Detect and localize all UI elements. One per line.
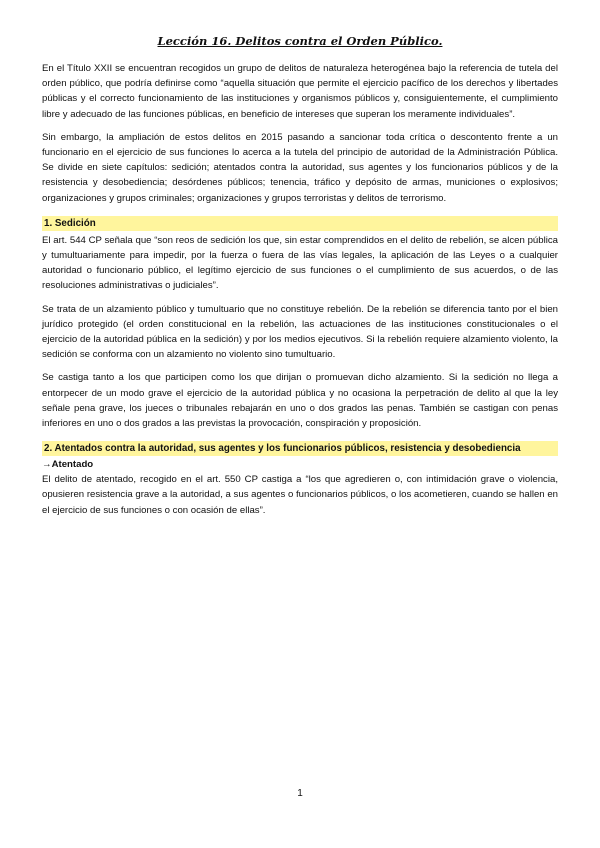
intro-paragraph-2: Sin embargo, la ampliación de estos delitos en 2015 pasando a sancionar toda crítica o descontento frente a un funcionario en el ejercicio de sus funciones lo acerca a la tutela del principio de autoridad de la Administración Pública. Se divide en siete capítulos: sedición; atentados contra la autoridad, sus agentes y los funcionarios públicos y de la resistencia y desobediencia; desórdenes públicos; tenencia, tráfico y depósito de armas, municiones o explosivos; organizaciones y grupos criminales; organizaciones y grupos terroristas y delitos de terrorismo. (42, 131, 558, 204)
section-heading-sedicion: 1. Sedición (42, 216, 558, 231)
page-title: Lección 16. Delitos contra el Orden Público. (157, 34, 443, 48)
section1-paragraph-3: Se castiga tanto a los que participen como los que dirijan o promuevan dicho alzamiento. Si la sedición no llega a entorpecer de un modo grave el ejercicio de la autoridad pública y no ocasiona la perpetración de delito al que la ley señale pena grave, los jueces o tribunales rebajarán en uno o dos grados las penas. También se castigan con penas inferiores en uno o dos grados a las previstas la provocación, conspiración y proposición. (42, 372, 558, 430)
document-page (42, 34, 558, 526)
section1-paragraph-2: Se trata de un alzamiento público y tumultuario que no constituye rebelión. De la rebelión se diferencia tanto por el bien jurídico protegido (el orden constitucional en la rebelión, las actuaciones de las instituciones constitucionales o el ejercicio de la autoridad pública en la sedición) y por los medios ejecutivos. Si la rebelión requiere alzamiento violento, la sedición se conforma con un alzamiento no violento sino tumultuario. (42, 303, 558, 361)
section-heading-atentados: 2. Atentados contra la autoridad, sus agentes y los funcionarios públicos, resistencia y desobediencia (42, 441, 558, 456)
page-number: 1 (297, 788, 303, 799)
intro-paragraph-1: En el Título XXII se encuentran recogidos un grupo de delitos de naturaleza heterogénea bajo la referencia de tutela del orden público, que podría definirse como “aquella situación que permite el ejercicio pacífico de los derechos y libertades públicas y el correcto funcionamiento de las instituciones y organismos públicos y, consiguientemente, el cumplimiento libre y adecuado de las funciones públicas, en beneficio de intereses que superan los meramente individuales”. (42, 63, 558, 120)
subheading-atentado: →Atentado (42, 459, 94, 471)
section1-paragraph-1: El art. 544 CP señala que “son reos de sedición los que, sin estar comprendidos en el delito de rebelión, se alcen pública y tumultuariamente para impedir, por la fuerza o fuera de las vías legales, la aplicación de las Leyes o a cualquier autoridad o funcionario público, el legítimo ejercicio de sus funciones o el cumplimiento de sus acuerdos, o de las resoluciones administrativas o judiciales”. (42, 234, 558, 292)
section2-paragraph-1: El delito de atentado, recogido en el art. 550 CP castiga a “los que agredieren o, con intimidación grave o violencia, opusieren resistencia grave a la autoridad, a sus agentes o funcionarios públicos, o los acometieren, cuando se hallen en el ejercicio de sus funciones o con ocasión de ellas”. (42, 474, 558, 516)
